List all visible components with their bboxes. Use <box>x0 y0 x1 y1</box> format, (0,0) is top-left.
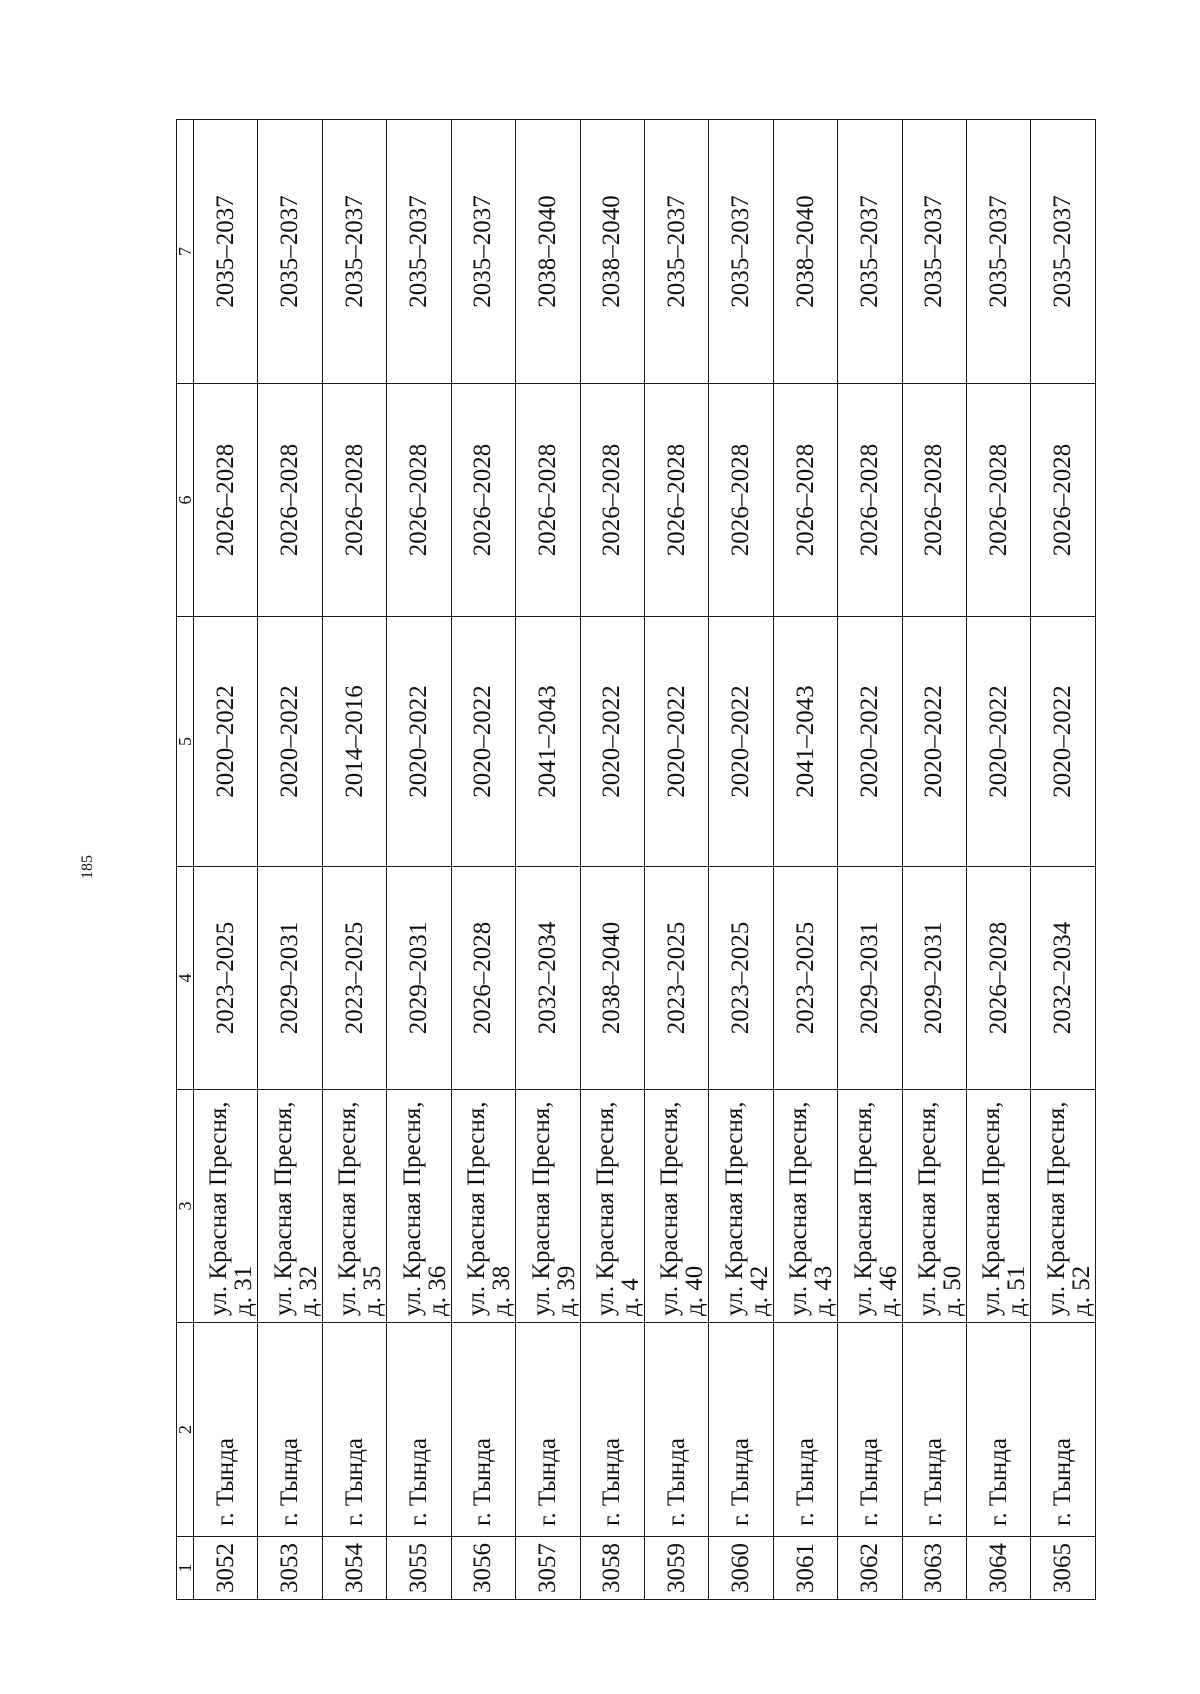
period-col-6-cell: 2026–2028 <box>644 384 708 617</box>
address-street: ул. Красная Пресня, <box>527 1101 555 1316</box>
table-header <box>177 120 194 1600</box>
period-col-6-cell: 2026–2028 <box>902 384 966 617</box>
address-street: ул. Красная Пресня, <box>720 1101 748 1316</box>
period-col-5-cell: 2014–2016 <box>322 617 386 867</box>
table-row <box>580 120 644 1600</box>
address-street: ул. Красная Пресня, <box>978 1101 1006 1316</box>
address-cell <box>902 1090 966 1323</box>
address-house: д. 51 <box>1003 1265 1031 1316</box>
period-col-4-cell: 2023–2025 <box>773 867 837 1090</box>
address-cell <box>644 1090 708 1323</box>
period-col-6-cell: 2026–2028 <box>838 384 902 617</box>
period-col-6-cell: 2026–2028 <box>516 384 580 617</box>
period-col-7-cell: 2035–2037 <box>838 120 902 384</box>
header-col-6: 6 <box>177 384 194 617</box>
period-col-7-cell: 2035–2037 <box>709 120 773 384</box>
period-col-4-cell: 2029–2031 <box>902 867 966 1090</box>
city-cell: г. Тында <box>258 1323 322 1537</box>
row-number-cell: 3053 <box>258 1537 322 1600</box>
period-col-7-cell: 2035–2037 <box>902 120 966 384</box>
period-col-6-cell: 2026–2028 <box>194 384 258 617</box>
row-number-cell: 3056 <box>451 1537 515 1600</box>
period-col-7-cell: 2035–2037 <box>451 120 515 384</box>
city-cell: г. Тында <box>709 1323 773 1537</box>
schedule-table <box>176 119 1096 1600</box>
address-house: д. 46 <box>874 1265 902 1316</box>
row-number-cell: 3065 <box>1031 1537 1096 1600</box>
address-cell <box>967 1090 1031 1323</box>
city-cell: г. Тында <box>580 1323 644 1537</box>
address-house: д. 42 <box>745 1265 773 1316</box>
table-row <box>838 120 902 1600</box>
period-col-6-cell: 2026–2028 <box>387 384 451 617</box>
period-col-4-cell: 2032–2034 <box>1031 867 1096 1090</box>
address-cell <box>322 1090 386 1323</box>
period-col-6-cell: 2026–2028 <box>580 384 644 617</box>
address-cell <box>773 1090 837 1323</box>
period-col-4-cell: 2026–2028 <box>967 867 1031 1090</box>
period-col-6-cell: 2026–2028 <box>709 384 773 617</box>
period-col-7-cell: 2035–2037 <box>258 120 322 384</box>
period-col-5-cell: 2020–2022 <box>258 617 322 867</box>
period-col-5-cell: 2020–2022 <box>838 617 902 867</box>
period-col-6-cell: 2026–2028 <box>258 384 322 617</box>
address-house: д. 43 <box>810 1265 838 1316</box>
schedule-table-container <box>176 120 1096 1600</box>
period-col-7-cell: 2035–2037 <box>1031 120 1096 384</box>
page-number-text: 185 <box>79 855 96 879</box>
period-col-5-cell: 2020–2022 <box>644 617 708 867</box>
table-body <box>194 120 1096 1600</box>
city-cell: г. Тында <box>516 1323 580 1537</box>
address-street: ул. Красная Пресня, <box>849 1101 877 1316</box>
row-number-cell: 3059 <box>644 1537 708 1600</box>
city-cell: г. Тында <box>1031 1323 1096 1537</box>
period-col-4-cell: 2023–2025 <box>194 867 258 1090</box>
address-street: ул. Красная Пресня, <box>269 1101 297 1316</box>
city-cell: г. Тында <box>773 1323 837 1537</box>
table-row <box>258 120 322 1600</box>
table-row <box>194 120 258 1600</box>
address-house: д. 39 <box>552 1265 580 1316</box>
address-house: д. 35 <box>359 1265 387 1316</box>
period-col-5-cell: 2020–2022 <box>451 617 515 867</box>
address-street: ул. Красная Пресня, <box>656 1101 684 1316</box>
period-col-4-cell: 2029–2031 <box>258 867 322 1090</box>
period-col-5-cell: 2020–2022 <box>580 617 644 867</box>
table-row <box>644 120 708 1600</box>
table-row <box>451 120 515 1600</box>
address-cell <box>709 1090 773 1323</box>
header-col-7: 7 <box>177 120 194 384</box>
period-col-5-cell: 2041–2043 <box>773 617 837 867</box>
period-col-5-cell: 2020–2022 <box>902 617 966 867</box>
period-col-6-cell: 2026–2028 <box>967 384 1031 617</box>
period-col-4-cell: 2026–2028 <box>451 867 515 1090</box>
period-col-5-cell: 2041–2043 <box>516 617 580 867</box>
city-cell: г. Тында <box>322 1323 386 1537</box>
period-col-5-cell: 2020–2022 <box>709 617 773 867</box>
table-header-row <box>177 120 194 1600</box>
period-col-5-cell: 2020–2022 <box>194 617 258 867</box>
period-col-6-cell: 2026–2028 <box>1031 384 1096 617</box>
period-col-7-cell: 2038–2040 <box>516 120 580 384</box>
period-col-4-cell: 2029–2031 <box>838 867 902 1090</box>
address-street: ул. Красная Пресня, <box>591 1101 619 1316</box>
header-col-3: 3 <box>177 1090 194 1323</box>
table-row <box>773 120 837 1600</box>
address-house: д. 4 <box>616 1278 644 1316</box>
period-col-7-cell: 2035–2037 <box>967 120 1031 384</box>
table-row <box>709 120 773 1600</box>
row-number-cell: 3061 <box>773 1537 837 1600</box>
row-number-cell: 3057 <box>516 1537 580 1600</box>
row-number-cell: 3063 <box>902 1537 966 1600</box>
address-cell <box>580 1090 644 1323</box>
address-cell <box>838 1090 902 1323</box>
address-house: д. 31 <box>230 1265 258 1316</box>
address-street: ул. Красная Пресня, <box>205 1101 233 1316</box>
address-house: д. 52 <box>1068 1265 1095 1316</box>
table-row <box>902 120 966 1600</box>
header-col-2: 2 <box>177 1323 194 1537</box>
period-col-6-cell: 2026–2028 <box>322 384 386 617</box>
period-col-4-cell: 2023–2025 <box>709 867 773 1090</box>
address-cell <box>258 1090 322 1323</box>
table-row <box>387 120 451 1600</box>
period-col-6-cell: 2026–2028 <box>451 384 515 617</box>
city-cell: г. Тында <box>967 1323 1031 1537</box>
period-col-7-cell: 2038–2040 <box>580 120 644 384</box>
period-col-7-cell: 2035–2037 <box>644 120 708 384</box>
city-cell: г. Тында <box>451 1323 515 1537</box>
address-street: ул. Красная Пресня, <box>398 1101 426 1316</box>
row-number-cell: 3062 <box>838 1537 902 1600</box>
row-number-cell: 3058 <box>580 1537 644 1600</box>
header-col-1: 1 <box>177 1537 194 1600</box>
city-cell: г. Тында <box>387 1323 451 1537</box>
period-col-4-cell: 2029–2031 <box>387 867 451 1090</box>
period-col-5-cell: 2020–2022 <box>1031 617 1096 867</box>
header-col-5: 5 <box>177 617 194 867</box>
address-cell <box>387 1090 451 1323</box>
row-number-cell: 3060 <box>709 1537 773 1600</box>
city-cell: г. Тында <box>902 1323 966 1537</box>
city-cell: г. Тында <box>644 1323 708 1537</box>
address-cell <box>516 1090 580 1323</box>
period-col-5-cell: 2020–2022 <box>387 617 451 867</box>
address-house: д. 38 <box>488 1265 516 1316</box>
address-house: д. 50 <box>939 1265 967 1316</box>
address-house: д. 36 <box>423 1265 451 1316</box>
address-street: ул. Красная Пресня, <box>1043 1101 1070 1316</box>
row-number-cell: 3054 <box>322 1537 386 1600</box>
period-col-6-cell: 2026–2028 <box>773 384 837 617</box>
address-cell <box>1031 1090 1096 1323</box>
row-number-cell: 3064 <box>967 1537 1031 1600</box>
period-col-5-cell: 2020–2022 <box>967 617 1031 867</box>
table-row <box>967 120 1031 1600</box>
period-col-4-cell: 2038–2040 <box>580 867 644 1090</box>
period-col-4-cell: 2023–2025 <box>322 867 386 1090</box>
header-col-4: 4 <box>177 867 194 1090</box>
period-col-7-cell: 2038–2040 <box>773 120 837 384</box>
period-col-4-cell: 2032–2034 <box>516 867 580 1090</box>
address-house: д. 40 <box>681 1265 709 1316</box>
period-col-7-cell: 2035–2037 <box>194 120 258 384</box>
table-row <box>322 120 386 1600</box>
address-cell <box>194 1090 258 1323</box>
table-row <box>516 120 580 1600</box>
city-cell: г. Тында <box>194 1323 258 1537</box>
address-street: ул. Красная Пресня, <box>334 1101 362 1316</box>
address-street: ул. Красная Пресня, <box>785 1101 813 1316</box>
address-street: ул. Красная Пресня, <box>463 1101 491 1316</box>
period-col-7-cell: 2035–2037 <box>387 120 451 384</box>
row-number-cell: 3055 <box>387 1537 451 1600</box>
row-number-cell: 3052 <box>194 1537 258 1600</box>
table-row <box>1031 120 1096 1600</box>
city-cell: г. Тында <box>838 1323 902 1537</box>
address-cell <box>451 1090 515 1323</box>
period-col-4-cell: 2023–2025 <box>644 867 708 1090</box>
address-house: д. 32 <box>294 1265 322 1316</box>
period-col-7-cell: 2035–2037 <box>322 120 386 384</box>
address-street: ул. Красная Пресня, <box>914 1101 942 1316</box>
